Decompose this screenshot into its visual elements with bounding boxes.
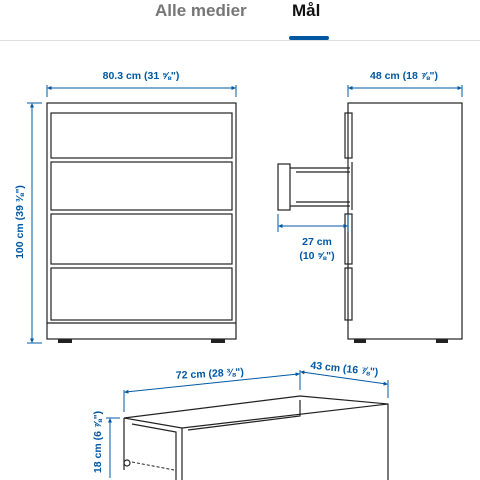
height-label: 100 cm (39 ⅜") <box>14 185 26 259</box>
tab-dimensions[interactable]: Mål <box>292 1 321 20</box>
drawer-2 <box>51 162 232 210</box>
drawer-extension-in-label: (10 ⅝") <box>299 250 335 262</box>
drawer-3 <box>51 214 232 264</box>
drawer-1 <box>51 113 232 158</box>
depth-dimension <box>348 70 462 97</box>
drawer-width-dimension <box>124 366 300 412</box>
tab-all-media[interactable]: Alle medier <box>155 1 247 20</box>
right-foot <box>211 339 225 343</box>
drawer-4 <box>51 268 232 320</box>
drawer-extension-dimension <box>278 214 348 262</box>
drawer-extension-cm-label: 27 cm <box>302 236 332 248</box>
left-foot <box>58 339 72 343</box>
front-view-dresser <box>47 103 236 343</box>
drawer-height-dimension <box>92 411 120 478</box>
side-view-dresser <box>278 103 462 343</box>
front-width-label: 80.3 cm (31 ⅝") <box>102 70 180 82</box>
dimension-drawing <box>0 40 480 480</box>
drawer-perspective <box>124 396 388 480</box>
drawer-width-label: 72 cm (28 ⅜") <box>175 366 245 382</box>
front-width-dimension <box>47 70 236 97</box>
depth-label: 48 cm (18 ⅞") <box>369 70 439 82</box>
drawer-front-extended <box>278 164 290 210</box>
drawer-height-label: 18 cm (6 ⅞") <box>92 410 104 474</box>
tab-bar <box>0 0 480 41</box>
height-dimension <box>14 103 42 343</box>
drawer-depth-label: 43 cm (16 ⅞") <box>309 359 379 379</box>
drawer-depth-dimension <box>302 359 388 398</box>
